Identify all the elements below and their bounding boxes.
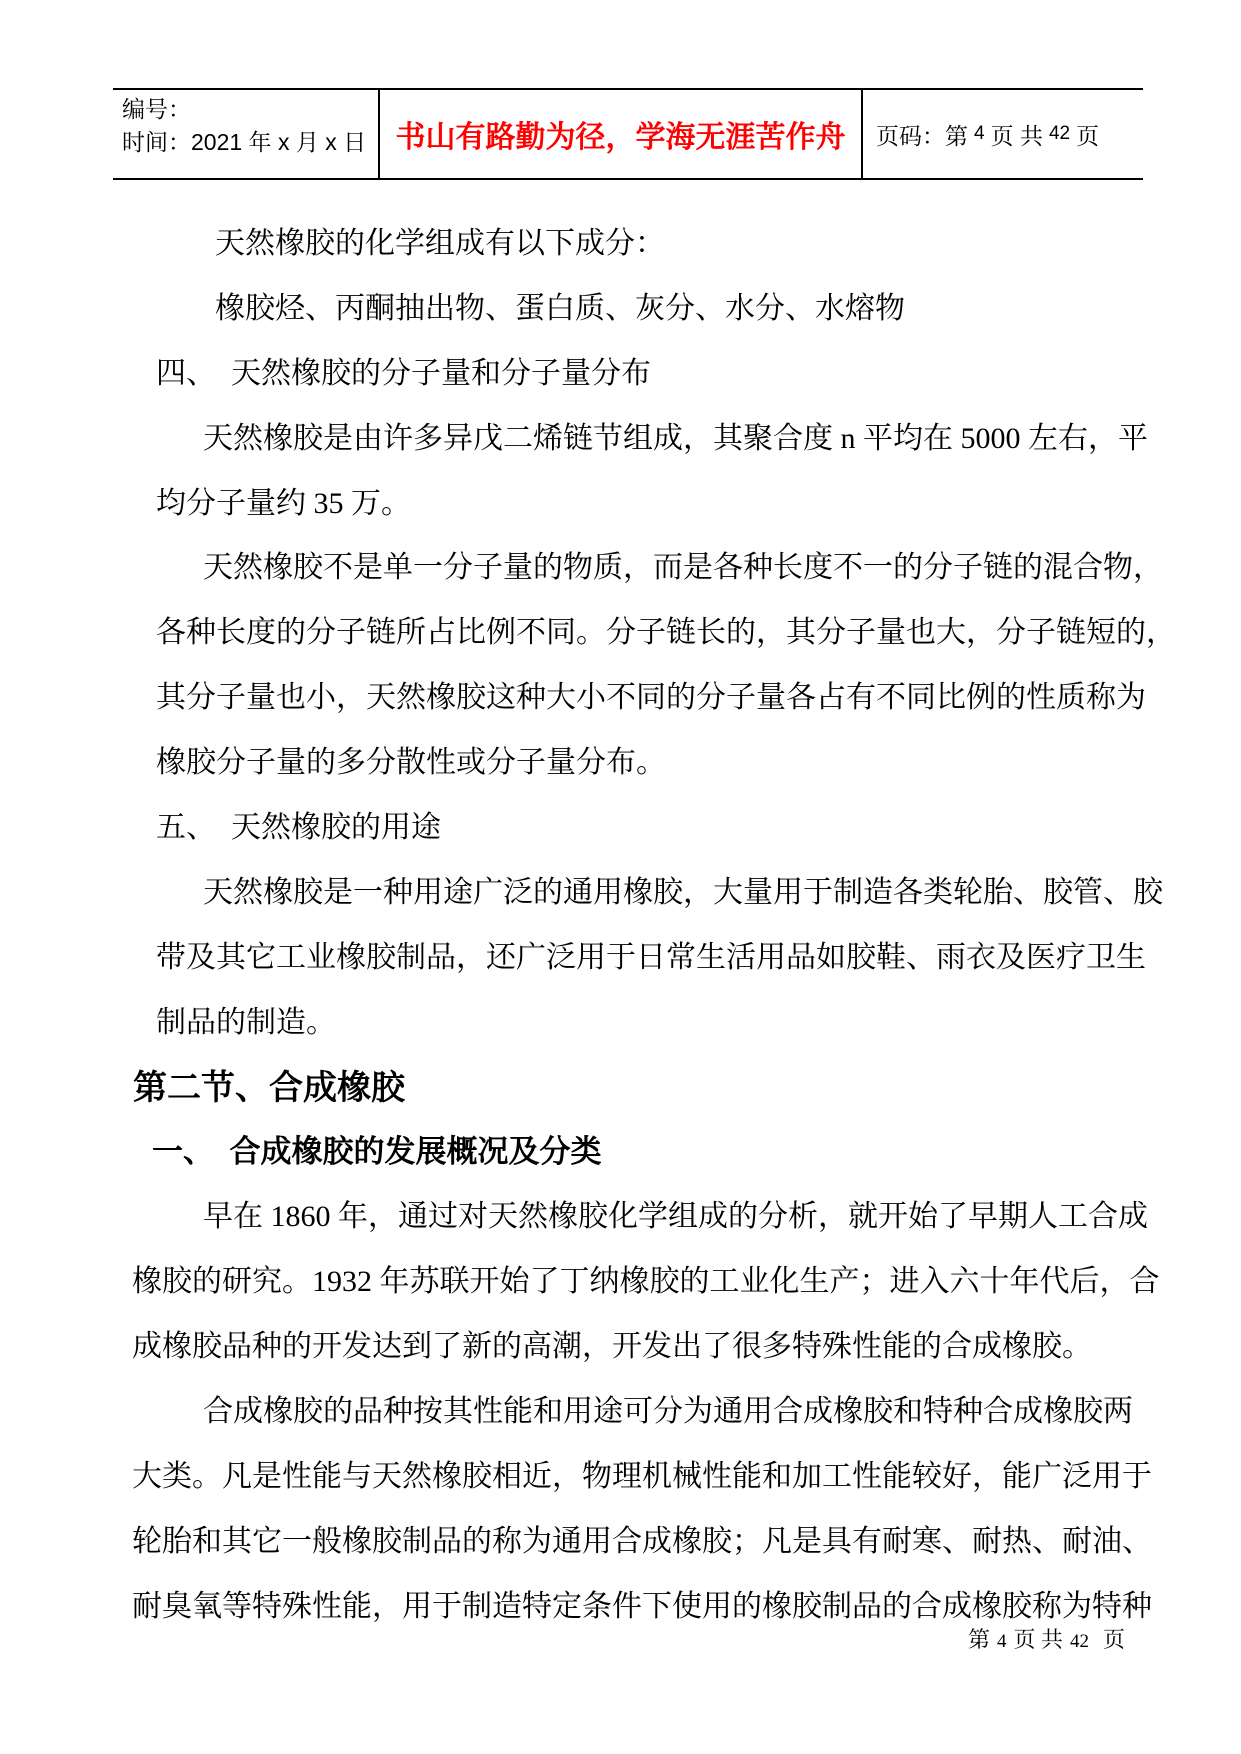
body-line: 天然橡胶不是单一分子量的物质，而是各种长度不一的分子链的混合物， <box>203 551 1163 585</box>
section-heading: 第二节、合成橡胶 <box>133 1068 405 1107</box>
body-line: 其分子量也小，天然橡胶这种大小不同的分子量各占有不同比例的性质称为 <box>156 681 1146 715</box>
body-line: 均分子量约 35 万。 <box>156 486 411 520</box>
body-line: 橡胶分子量的多分散性或分子量分布。 <box>156 746 666 780</box>
page-info-mid: 页 共 <box>990 122 1043 149</box>
document-body <box>0 212 1241 1640</box>
body-line: 五、 天然橡胶的用途 <box>156 811 441 845</box>
page-info-label: 页码：第 <box>876 122 968 149</box>
page-footer <box>0 1626 1125 1656</box>
body-line: 橡胶烃、丙酮抽出物、蛋白质、灰分、水分、水熔物 <box>215 291 905 325</box>
footer-suffix: 页 <box>1102 1627 1125 1652</box>
body-line: 天然橡胶是一种用途广泛的通用橡胶，大量用于制造各类轮胎、胶管、胶 <box>203 875 1163 909</box>
body-line: 各种长度的分子链所占比例不同。分子链长的，其分子量也大，分子链短的， <box>156 616 1176 650</box>
body-line: 早在 1860 年，通过对天然橡胶化学组成的分析，就开始了早期人工合成 <box>203 1200 1148 1234</box>
body-line: 合成橡胶的品种按其性能和用途可分为通用合成橡胶和特种合成橡胶两 <box>203 1395 1133 1429</box>
doc-number-label: 编号： <box>122 96 191 122</box>
body-line: 天然橡胶的化学组成有以下成分： <box>215 227 665 260</box>
doc-date-label: 时间：2021 年 x 月 x 日 <box>122 129 367 155</box>
header-page-cell <box>861 90 1143 178</box>
footer-page-total: 42 <box>1069 1631 1089 1652</box>
body-line: 四、 天然橡胶的分子量和分子量分布 <box>156 356 651 390</box>
footer-prefix: 第 <box>967 1627 990 1652</box>
body-line: 成橡胶品种的开发达到了新的高潮，开发出了很多特殊性能的合成橡胶。 <box>132 1330 1092 1364</box>
body-line: 制品的制造。 <box>156 1005 336 1039</box>
page-number: 4 <box>974 123 985 144</box>
subsection-heading: 一、 合成橡胶的发展概况及分类 <box>152 1134 602 1170</box>
body-line: 大类。凡是性能与天然橡胶相近，物理机械性能和加工性能较好，能广泛用于 <box>132 1459 1152 1493</box>
page-header <box>113 88 1143 180</box>
page-info-suffix: 页 <box>1076 122 1100 149</box>
footer-mid: 页 共 <box>1013 1627 1063 1652</box>
body-line: 带及其它工业橡胶制品，还广泛用于日常生活用品如胶鞋、雨衣及医疗卫生 <box>156 940 1146 974</box>
footer-page-number: 4 <box>996 1631 1007 1652</box>
body-line: 耐臭氧等特殊性能，用于制造特定条件下使用的橡胶制品的合成橡胶称为特种 <box>132 1589 1152 1623</box>
header-slogan-cell <box>378 90 861 178</box>
body-line: 天然橡胶是由许多异戊二烯链节组成，其聚合度 n 平均在 5000 左右，平 <box>203 421 1148 455</box>
header-left-cell <box>113 90 378 178</box>
body-line: 橡胶的研究。1932 年苏联开始了丁纳橡胶的工业化生产；进入六十年代后，合 <box>132 1265 1160 1299</box>
body-line: 轮胎和其它一般橡胶制品的称为通用合成橡胶；凡是具有耐寒、耐热、耐油、 <box>132 1524 1152 1558</box>
header-slogan: 书山有路勤为径，学海无涯苦作舟 <box>395 121 846 154</box>
page-total: 42 <box>1048 123 1071 144</box>
